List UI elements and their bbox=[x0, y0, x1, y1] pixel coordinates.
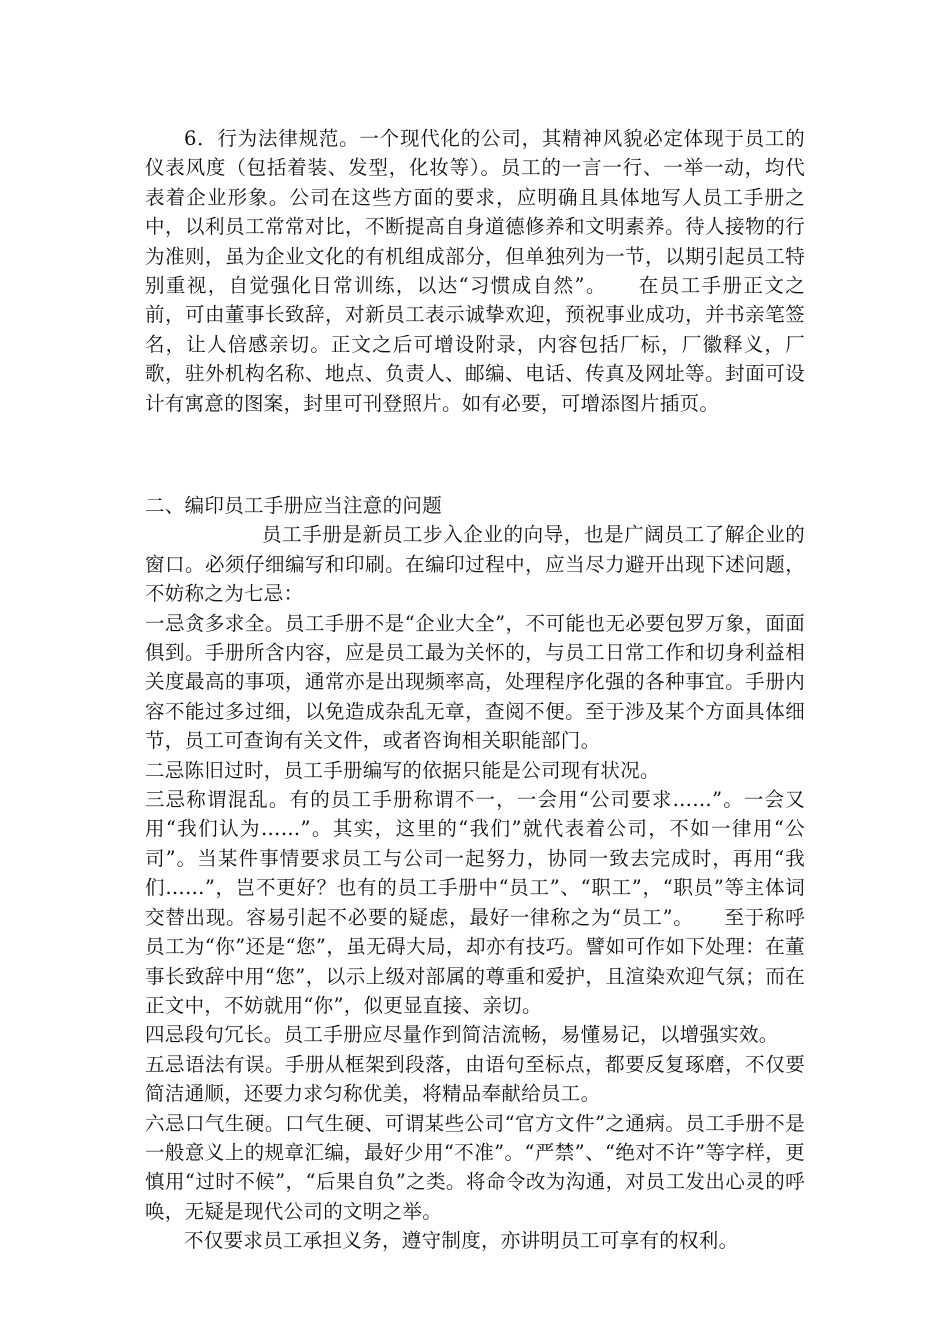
section-conduct-norms bbox=[145, 124, 805, 418]
paragraph-taboo-5: 五忌语法有误。手册从框架到段落，由语句至标点，都要反复琢磨，不仅要简洁通顺，还要力求匀称优美，将精品奉献给员工。 bbox=[145, 1052, 805, 1106]
paragraph-taboo-6: 六忌口气生硬。口气生硬、可谓某些公司“官方文件”之通病。员工手册不是一般意义上的规章汇编，最好少用“不准”。“严禁”、“绝对不许”等字样，更慎用“过时不候”，“后果自负”之类。将命令改为沟通，对员工发出心灵的呼唤，无疑是现代公司的文明之举。 bbox=[145, 1111, 805, 1223]
paragraph-intro: 员工手册是新员工步入企业的向导，也是广阔员工了解企业的窗口。必须仔细编写和印刷。在编印过程中，应当尽力避开出现下述问题，不妨称之为七忌： bbox=[145, 523, 805, 606]
section-heading: 二、编印员工手册应当注意的问题 bbox=[145, 494, 443, 517]
paragraph-taboo-2: 二忌陈旧过时，员工手册编写的依据只能是公司现有状况。 bbox=[145, 758, 660, 782]
paragraph-closing: 不仅要求员工承担义务，遵守制度，亦讲明员工可享有的权利。 bbox=[184, 1229, 739, 1253]
paragraph-taboo-4: 四忌段句冗长。员工手册应尽量作到简洁流畅，易懂易记，以增强实效。 bbox=[145, 1023, 779, 1047]
paragraph-taboo-3: 三忌称谓混乱。有的员工手册称谓不一，一会用“公司要求……”。一会又用“我们认为……”。其实，这里的“我们”就代表着公司，不如一律用“公司”。当某件事情要求员工与公司一起努力，协同一致去完成时，再用“我们……”，岂不更好？也有的员工手册中“员工”、“职工”，“职员”等主体词交替出现。容易引起不必要的疑虑，最好一律称之为“员工”。 至于称呼员工为“你”还是“您”，虽无碍大局，却亦有技巧。譬如可作如下处理：在董事长致辞中用“您”，以示上级对部属的尊重和爱护，且渲染欢迎气氛；而在正文中，不妨就用“你”，似更显直接、亲切。 bbox=[145, 788, 805, 1017]
paragraph-taboo-1: 一忌贪多求全。员工手册不是“企业大全”，不可能也无必要包罗万象，面面俱到。手册所含内容，应是员工最为关怀的，与员工日常工作和切身利益相关度最高的事项，通常亦是出现频率高，处理程序化强的各种事宜。手册内容不能过多过细，以免造成杂乱无章，查阅不便。至于涉及某个方面具体细节，员工可查询有关文件，或者咨询相关职能部门。 bbox=[145, 611, 805, 753]
section-compilation-issues bbox=[145, 491, 805, 1256]
paragraph-conduct-norms: 6．行为法律规范。一个现代化的公司，其精神风貌必定体现于员工的仪表风度（包括着装、发型，化妆等）。员工的一言一行、一举一动，均代表着企业形象。公司在这些方面的要求，应明确且具体地写人员工手册之中，以利员工常常对比，不断提高自身道德修养和文明素养。待人接物的行为准则，虽为企业文化的有机组成部分，但单独列为一节，以期引起员工特别重视，自觉强化日常训练，以达“习惯成自然”。 在员工手册正文之前，可由董事长致辞，对新员工表示诚挚欢迎，预祝事业成功，并书亲笔签名，让人倍感亲切。正文之后可增设附录，内容包括厂标，厂徽释义，厂歌，驻外机构名称、地点、负责人、邮编、电话、传真及网址等。封面可设计有寓意的图案，封里可刊登照片。如有必要，可增添图片插页。 bbox=[145, 127, 805, 415]
